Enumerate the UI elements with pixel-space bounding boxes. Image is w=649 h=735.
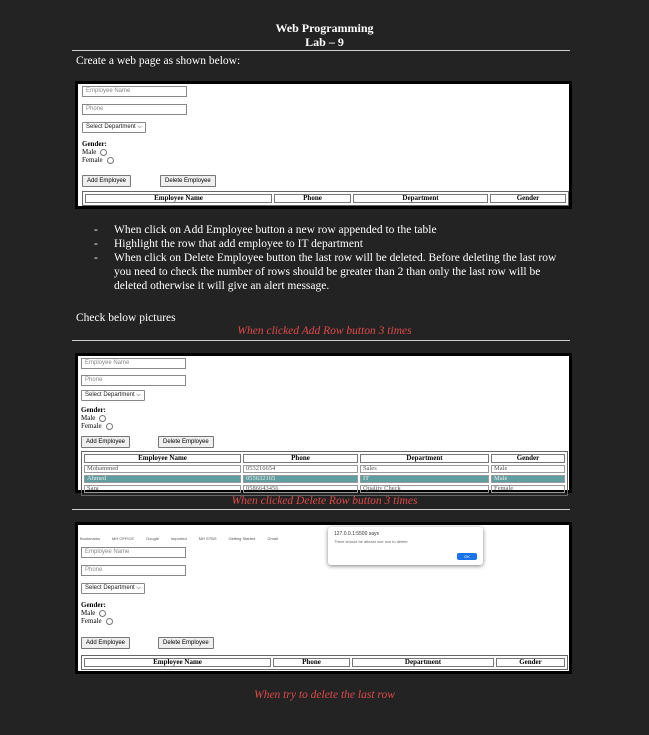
cell-gender: Female [491,485,565,493]
bookmark-item[interactable]: Getting Started [228,536,256,541]
delete-employee-button[interactable]: Delete Employee [158,436,214,448]
cell-name: Sara [84,485,241,493]
cell-department: Sales [360,465,489,473]
delete-employee-button[interactable]: Delete Employee [158,637,214,649]
form-screenshot-2 [75,353,572,493]
col-gender: Gender [491,454,565,463]
gender-group [82,140,114,164]
dialog-ok-button[interactable]: OK [457,553,477,560]
employee-table [81,655,568,670]
male-radio[interactable] [99,415,106,422]
col-gender: Gender [496,658,565,667]
cell-gender: Male [491,465,565,473]
phone-input[interactable]: Phone [81,375,186,386]
add-employee-button[interactable]: Add Employee [82,175,131,187]
bookmark-item[interactable]: MH OFFICE [112,536,135,541]
doc-subtitle: Lab – 9 [305,35,344,49]
bookmark-item[interactable]: Google [146,536,159,541]
col-employee-name: Employee Name [84,658,271,667]
col-department: Department [360,454,489,463]
table-row [84,465,565,473]
male-label: Male [81,414,96,422]
gender-label: Gender: [81,406,106,414]
department-select[interactable] [82,122,146,133]
intro-text: Create a web page as shown below: [76,55,241,67]
dialog-message: There should be atleast one row to delete [334,539,408,544]
department-select[interactable] [81,583,145,594]
cell-phone: 0586643456 [243,485,358,493]
instruction-item: - Highlight the row that add employee to IT department [90,237,570,251]
instruction-item: - When click on Delete Employee button the last row will be deleted. Before deleting the last row you need to check the number of rows should be greater than 2 than only the last row will be deleted otherwise it will give an alert message. [90,251,570,293]
bookmarks-bar [80,527,320,541]
employee-name-input[interactable]: Employee Name [81,547,186,558]
col-gender: Gender [490,194,566,203]
chevron-down-icon: ⌵ [136,392,141,398]
bookmark-item[interactable]: MH STBS [198,536,217,541]
caption-divider [72,509,570,510]
employee-name-input[interactable]: Employee Name [82,86,187,97]
phone-input[interactable]: Phone [81,565,186,576]
cell-name: Ahmed [84,475,241,483]
caption-divider [72,340,570,341]
gender-group [81,406,113,430]
check-text: Check below pictures [76,312,176,324]
instructions [90,223,570,293]
phone-input[interactable]: Phone [82,104,187,115]
chevron-down-icon: ⌵ [137,124,142,130]
doc-title: Web Programming [275,21,374,35]
instruction-item: - When click on Add Employee button a new row appended to the table [90,223,570,237]
add-employee-button[interactable]: Add Employee [81,637,130,649]
col-department: Department [353,194,488,203]
col-department: Department [352,658,494,667]
bookmark-item[interactable]: Gmail [267,536,278,541]
cell-gender: Male [491,475,565,483]
add-employee-button[interactable]: Add Employee [81,436,130,448]
department-select-label: Select Department [86,124,136,130]
male-radio[interactable] [100,149,107,156]
gender-label: Gender: [81,601,106,609]
col-phone: Phone [243,454,358,463]
delete-employee-button[interactable]: Delete Employee [160,175,216,187]
form-screenshot-1 [75,81,572,209]
bookmark-item[interactable]: Bookmarks [80,536,101,541]
caption-last-row: When try to delete the last row [254,689,395,701]
female-radio[interactable] [106,423,113,430]
cell-phone: 053216654 [243,465,358,473]
table-row-highlighted [84,475,565,483]
female-radio[interactable] [106,618,113,625]
cell-department: IT [360,475,489,483]
alert-dialog [328,527,483,565]
department-select[interactable] [81,390,145,401]
caption-delete-rows: When clicked Delete Row button 3 times [231,495,418,507]
female-label: Female [81,422,102,430]
male-radio[interactable] [99,610,106,617]
caption-add-rows: When clicked Add Row button 3 times [237,325,412,337]
col-employee-name: Employee Name [84,454,241,463]
col-employee-name: Employee Name [85,194,272,203]
chevron-down-icon: ⌵ [136,585,141,591]
department-select-label: Select Department [85,392,135,398]
gender-label: Gender: [82,140,107,148]
col-phone: Phone [273,658,350,667]
bookmark-item[interactable]: Imported [170,536,187,541]
table-row [84,485,565,493]
dialog-origin: 127.0.0.1:5500 says [334,531,380,537]
female-radio[interactable] [107,157,114,164]
col-phone: Phone [274,194,351,203]
employee-name-input[interactable]: Employee Name [81,358,186,369]
employee-table [82,191,569,206]
female-label: Female [82,156,103,164]
department-select-label: Select Department [85,585,135,591]
female-label: Female [81,617,102,625]
cell-phone: 055632165 [243,475,358,483]
gender-group [81,601,113,625]
cell-department: Quality Check [360,485,489,493]
male-label: Male [81,609,96,617]
employee-table [81,451,568,496]
cell-name: Mohammed [84,465,241,473]
male-label: Male [82,148,97,156]
header-divider [72,50,570,51]
form-screenshot-3 [75,522,572,674]
